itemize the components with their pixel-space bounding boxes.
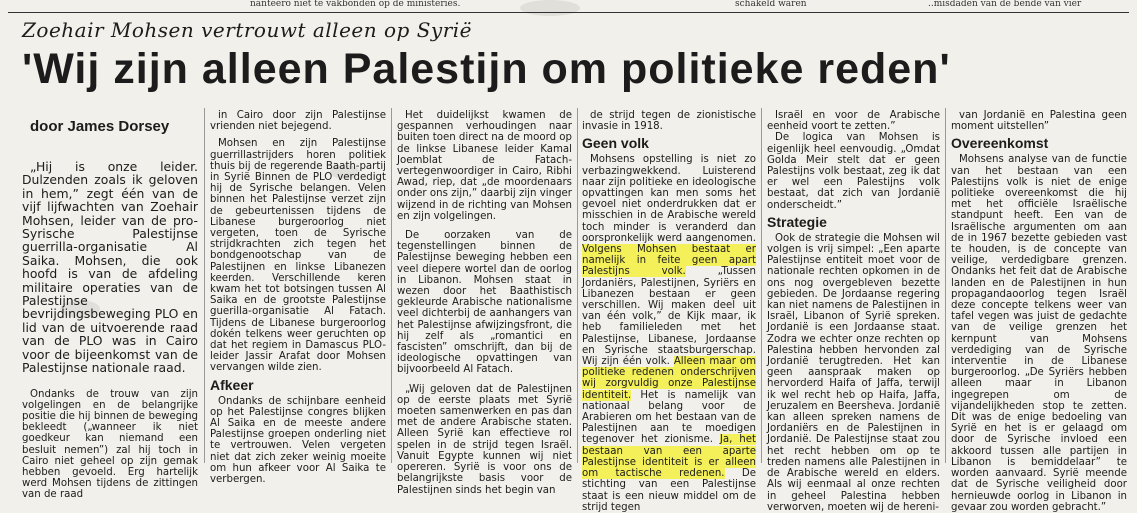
column-rule	[761, 108, 762, 463]
text: Mohsens opstelling is niet zo verbazingwekkend. Luisterend naar zijn politieke en ideologische opvattingen kan men soms het gevoel niet onderdrukken dat er misschien in de Arabische wereld toch minder is veranderd dan oorspronkelijk werd aangenomen.	[582, 154, 756, 244]
column-5	[767, 110, 940, 513]
column-6	[951, 110, 1127, 513]
paragraph: Het duidelijkst kwamen de gespannen verhoudingen naar buiten toen direct na de moord op de linkse Libanese leider Kamal Joemblat de Fatach-vertegenwoordiger in Cairo, Ribhi Awad, riep, dat „de moordenaars onder ons zijn,” daarbij zijn vinger wijzend in de richting van Mohsen en zijn volgelingen.	[397, 110, 572, 222]
top-text-mid: schakeld waren	[735, 0, 807, 9]
speck	[520, 0, 580, 16]
paragraph: „Wij geloven dat de Palestijnen op de eerste plaats met Syrië moeten samenwerken en pas dan met de andere Arabische staten. Alleen Syrië kan effectieve rol spelen in de strijd tegen Israël. Vanuit Egypte kunnen wij niet opereren. Syrië is voor ons de belangrijkste basis voor de Palestijnen sinds het begin van	[397, 383, 572, 496]
paragraph: de strijd tegen de zionistische invasie in 1918.	[582, 110, 756, 133]
subheading-geen-volk: Geen volk	[582, 135, 649, 152]
highlighted-text: Volgens Mohsen bestaat er namelijk in feite geen apart Palestijns volk.	[582, 244, 756, 278]
text: De stichting van een Palestijnse staat is een nieuw middel om de strijd tegen	[582, 468, 756, 513]
highlighted-text: Alleen maar om politieke redenen onderschrijven wij zorgvuldig onze Palestijnse identiteit.	[582, 356, 756, 401]
column-rule	[945, 108, 946, 463]
paragraph: De logica van Mohsen is eigenlijk heel eenvoudig. „Omdat Golda Meir stelt dat er geen Palestijns volk bestaat, zeg ik dat er wel een Palestijns volk bestaat, dat zich van Jordanië onderscheidt.”	[767, 132, 940, 211]
paragraph: Ook de strategie die Mohsen wil volgen is vrij simpel: „Een aparte Palestijnse entiteit moet voor de nationale rechten opkomen in de ons nog overgebleven bezette gebieden. De Jordaanse regering kan niet namens de Palestijnen in Israël, Libanon of Syrië spreken. Jordanië is een Jordaanse staat. Zodra we echter onze rechten op Palestina hebben hervonden zal Jordanië terugtreden. Het kan geen aanspraak maken op hervorderd Haifa of Jaffa, terwijl ik wel recht heb op Haifa, Jaffa, Jeruzalem en Beersheva. Jordanië kan alleen spreken namens de Jordaniërs en de Palestijnen in Jordanië. De Palestijnse staat zou het recht hebben om op te treden namens alle Palestijnen in de Arabische wereld en elders. Als wij eenmaal al onze rechten in geheel Palestina hebben verworven, moeten wij de hereni-	[767, 232, 940, 513]
column-rule	[204, 108, 205, 463]
top-text-right: ..misdaden van de bende van vier	[928, 0, 1082, 9]
paragraph: in Cairo door zijn Palestijnse vrienden niet bejegend.	[210, 110, 386, 133]
headline: 'Wij zijn alleen Palestijn om politieke reden'	[22, 45, 951, 93]
column-rule	[391, 108, 392, 463]
speck	[60, 300, 100, 318]
paragraph: Mohsen en zijn Palestijnse guerrillastrijders horen politiek thuis bij de regerende Baath-partij in Syrië Binnen de PLO verdedigt hij de Syrische belangen. Velen binnen het Palestijnse verzet zijn de gebeurtenissen tijdens de Libanese burgeroorlog niet vergeten, toen de Syrische strijdkrachten zich tegen het bondgenootschap van de Palestijnen en linkse Libanezen keerden. Verschillende keren kwam het tot botsingen tussen Al Saika en de grootste Palestijnse guerilla-organisatie Al Fatach. Tijdens de Libanese burgeroorlog dokén telkens weer geruchten op dat het regiem in Damascus PLO-leider Jassir Arafat door Mohsen vervangen wilde zien.	[210, 138, 386, 374]
byline: door James Dorsey	[30, 118, 170, 135]
top-text-left: nanteero niet te vakbonden op de ministeries.	[250, 0, 461, 9]
column-1	[22, 159, 198, 501]
kicker: Zoehair Mohsen vertrouwt alleen op Syrië	[22, 18, 472, 42]
column-2	[210, 110, 386, 486]
text: Het is namelijk van nationaal belang voor de Arabieren om het bestaan van de Palestijnen aan te moedigen tegenover het zionisme.	[582, 389, 756, 446]
subheading-strategie: Strategie	[767, 213, 827, 230]
subheading-overeenkomst: Overeenkomst	[951, 135, 1049, 152]
paragraph: Ondanks de schijnbare eenheid op het Palestijnse congres blijken Al Saika en de meeste andere Palestijnse groepen onderling niet te vertrouwen. Velen vergeten niet dat zich zeker weinig moeite om hun afkeer voor Al Saika te verbergen.	[210, 395, 386, 486]
speck	[330, 165, 360, 179]
paragraph: De oorzaken van de tegenstellingen binnen de Palestijnse beweging hebben een veel diepere wortel dan de oorlog in Libanon. Mohsen staat in wezen door het Baathistisch gekleurde Arabische nationalisme veel dichterbij de aanhangers van het Palestijnse afwijzingsfront, die hij zelf als „romantici en fascisten” omschrijft, dan bij de ideologische opvattingen van bijvoorbeeld Al Fatach.	[397, 230, 572, 376]
highlighted-text: Ja, het bestaan van een aparte Palestijnse identiteit is er alleen om tactische redenen.	[582, 434, 756, 480]
column-4	[582, 110, 756, 513]
column-3	[397, 110, 572, 496]
lead-paragraph: „Hij is onze leider. Dulzenden zoals ik geloven in hem,” zegt één van de vijf lijfwachten van Zoehair Mohsen, leider van de pro-Syrische Palestijnse guerrilla-organisatie Al Saika. Mohsen, die ook hoofd is van de afdeling militaire operaties van de Palestijnse bevrijdingsbeweging PLO en lid van de uitvoerende raad van de PLO was in Cairo voor de bijeenkomst van de Palestijnse nationale raad.	[22, 159, 198, 376]
text: „Tussen Jordaniërs, Palestijnen, Syriërs en Libanezen bestaan er geen verschillen. Wij maken deel uit van één volk,” de Kijk maar, ik heb familieleden met het Palestijnse, Libanese, Jordaanse en Syrische staatsburgerschap. Wij zijn één volk.	[582, 266, 756, 368]
paragraph: Mohsens analyse van de functie van het bestaan van een Palestijns volk is niet de enige politieke overeenkomst die hij met het officiële Israëlische standpunt heeft. Een van de Israëlische argumenten om aan de in 1967 bezette gebieden vast te houden, is de concepte van veilige, verdedigbare grenzen. Ondanks het feit dat de Arabische landen en de Palestijnen in hun propagandaoorlog tegen Israël deze concepte telkens weer van tafel vegen was juist de gedachte van de veilige grenzen het kernpunt van Mohsens verdediging van de Syrische interventie in de Libanese burgeroorlog. „De Syriërs hebben alleen maar in Libanon ingegrepen om de vijandelijkheden stop te zetten. Dit was de enige bedoeling van Syrië en het is er gelaagd om door de Syrische invloed een akkoord tussen alle partijen in Libanon is bemiddelaar” te worden aanvaard. Syrië meende dat de Syrische veiligheid door hernieuwde oorlog in Libanon in gevaar zou worden gebracht.”	[951, 154, 1127, 513]
column-rule	[577, 108, 578, 463]
subheading-afkeer: Afkeer	[210, 376, 254, 393]
paragraph: Ondanks de trouw van zijn volgelingen en de belangrijke positie die hij binnen de beweging bekleedt („wanneer ik niet goedkeur kan niemand een besluit nemen”) zal hij toch in Cairo niet geheel op zijn gemak hebben gevoeld. Erg hartelijk werd Mohsen tijdens de zittingen van de raad	[22, 388, 198, 501]
paragraph	[582, 154, 756, 513]
paragraph: van Jordanië en Palestina geen moment uitstellen”	[951, 110, 1127, 133]
paragraph: Israël en voor de Arabische eenheid voort te zetten.”	[767, 110, 940, 133]
